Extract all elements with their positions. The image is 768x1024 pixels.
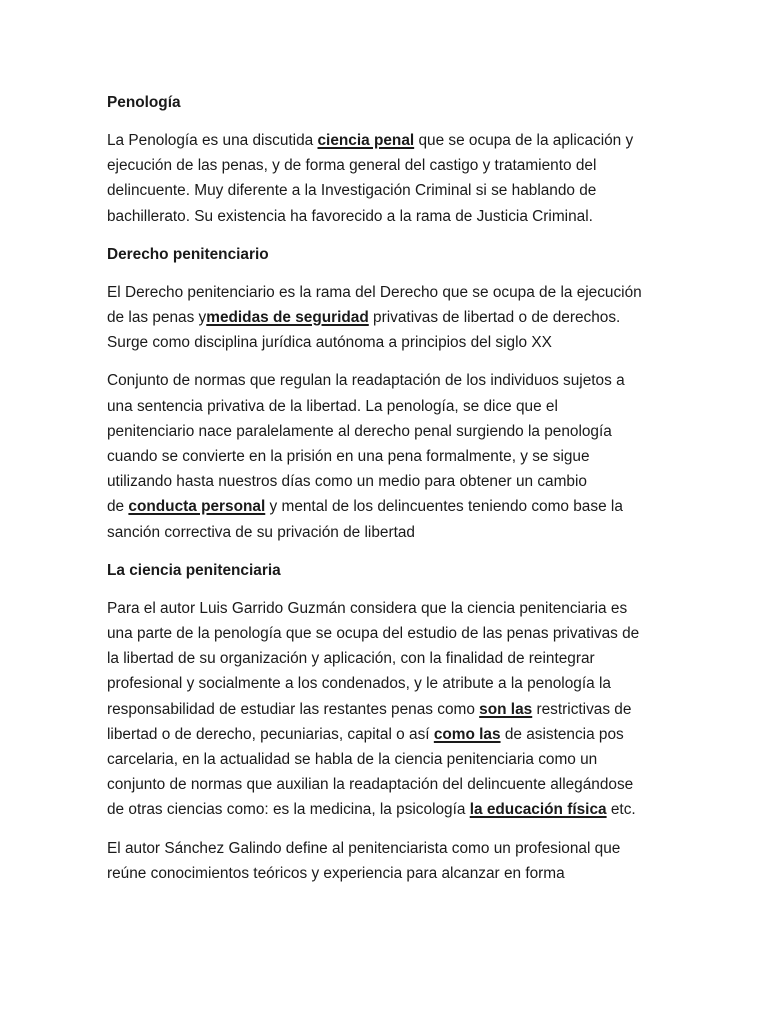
text-line: El Derecho penitenciario es la rama del Derecho que se ocupa de la ejecución bbox=[107, 283, 642, 301]
text-line bbox=[107, 697, 675, 722]
text-segment: responsabilidad de estudiar las restantes penas como bbox=[107, 700, 480, 718]
text-line bbox=[107, 305, 675, 330]
text-segment: etc. bbox=[606, 801, 636, 819]
text-line: conjunto de normas que auxilian la readaptación del delincuente allegándose bbox=[107, 776, 634, 794]
text-segment: de las penas y bbox=[107, 309, 207, 327]
text-segment: y mental de los delincuentes teniendo como base la bbox=[265, 498, 623, 516]
paragraph-derecho-penitenciario bbox=[107, 280, 675, 356]
text-segment: privativas de libertad o de derechos. bbox=[368, 309, 621, 327]
text-segment: libertad o de derecho, pecuniarias, capital o así bbox=[107, 725, 434, 743]
link-conducta-personal[interactable]: conducta personal bbox=[128, 498, 266, 516]
text-line: El autor Sánchez Galindo define al penitenciarista como un profesional que bbox=[107, 839, 621, 857]
text-line: ejecución de las penas, y de forma general del castigo y tratamiento del bbox=[107, 157, 597, 175]
heading-derecho-penitenciario: Derecho penitenciario bbox=[107, 245, 269, 263]
text-segment: de bbox=[107, 498, 129, 516]
text-line: bachillerato. Su existencia ha favorecido a la rama de Justicia Criminal. bbox=[107, 207, 593, 225]
text-line bbox=[107, 494, 675, 519]
link-medidas-de-seguridad[interactable]: medidas de seguridad bbox=[206, 309, 369, 327]
text-line: una parte de la penología que se ocupa del estudio de las penas privativas de bbox=[107, 625, 640, 643]
paragraph-penologia bbox=[107, 128, 675, 229]
text-line: delincuente. Muy diferente a la Investigación Criminal si se hablando de bbox=[107, 182, 597, 200]
text-line: la libertad de su organización y aplicación, con la finalidad de reintegrar bbox=[107, 650, 595, 668]
text-segment: que se ocupa de la aplicación y bbox=[414, 132, 634, 149]
text-line: cuando se convierte en la prisión en una pena formalmente, y se sigue bbox=[107, 448, 590, 466]
link-ciencia-penal[interactable]: ciencia penal bbox=[317, 132, 415, 149]
paragraph-conjunto-de-normas bbox=[107, 368, 675, 544]
text-segment: restrictivas de bbox=[532, 700, 632, 718]
text-line bbox=[107, 128, 675, 153]
text-segment: de otras ciencias como: es la medicina, la psicología bbox=[107, 801, 470, 819]
text-line: Para el autor Luis Garrido Guzmán considera que la ciencia penitenciaria es bbox=[107, 599, 628, 617]
text-line bbox=[107, 722, 675, 747]
paragraph-sanchez-galindo bbox=[107, 836, 675, 886]
paragraph-ciencia-penitenciaria bbox=[107, 596, 675, 823]
text-segment: de asistencia pos bbox=[500, 725, 624, 743]
text-line: reúne conocimientos teóricos y experiencia para alcanzar en forma bbox=[107, 864, 565, 882]
link-como-las[interactable]: como las bbox=[433, 725, 501, 743]
text-line: una sentencia privativa de la libertad. La penología, se dice que el bbox=[107, 397, 558, 415]
heading-ciencia-penitenciaria: La ciencia penitenciaria bbox=[107, 561, 281, 579]
text-line: Conjunto de normas que regulan la readaptación de los individuos sujetos a bbox=[107, 372, 625, 390]
text-line: utilizando hasta nuestros días como un medio para obtener un cambio bbox=[107, 473, 587, 491]
link-la-educacion-fisica[interactable]: la educación física bbox=[469, 801, 607, 819]
text-line: carcelaria, en la actualidad se habla de la ciencia penitenciaria como un bbox=[107, 751, 598, 769]
text-segment: La Penología es una discutida bbox=[107, 132, 318, 149]
text-line: Surge como disciplina jurídica autónoma a principios del siglo XX bbox=[107, 334, 552, 352]
text-line: sanción correctiva de su privación de libertad bbox=[107, 523, 415, 541]
text-line bbox=[107, 797, 675, 822]
document-page bbox=[107, 90, 675, 899]
heading-penologia: Penología bbox=[107, 94, 181, 111]
link-son-las[interactable]: son las bbox=[479, 700, 533, 718]
text-line: penitenciario nace paralelamente al derecho penal surgiendo la penología bbox=[107, 422, 612, 440]
text-line: profesional y socialmente a los condenados, y le atribute a la penología la bbox=[107, 675, 611, 693]
